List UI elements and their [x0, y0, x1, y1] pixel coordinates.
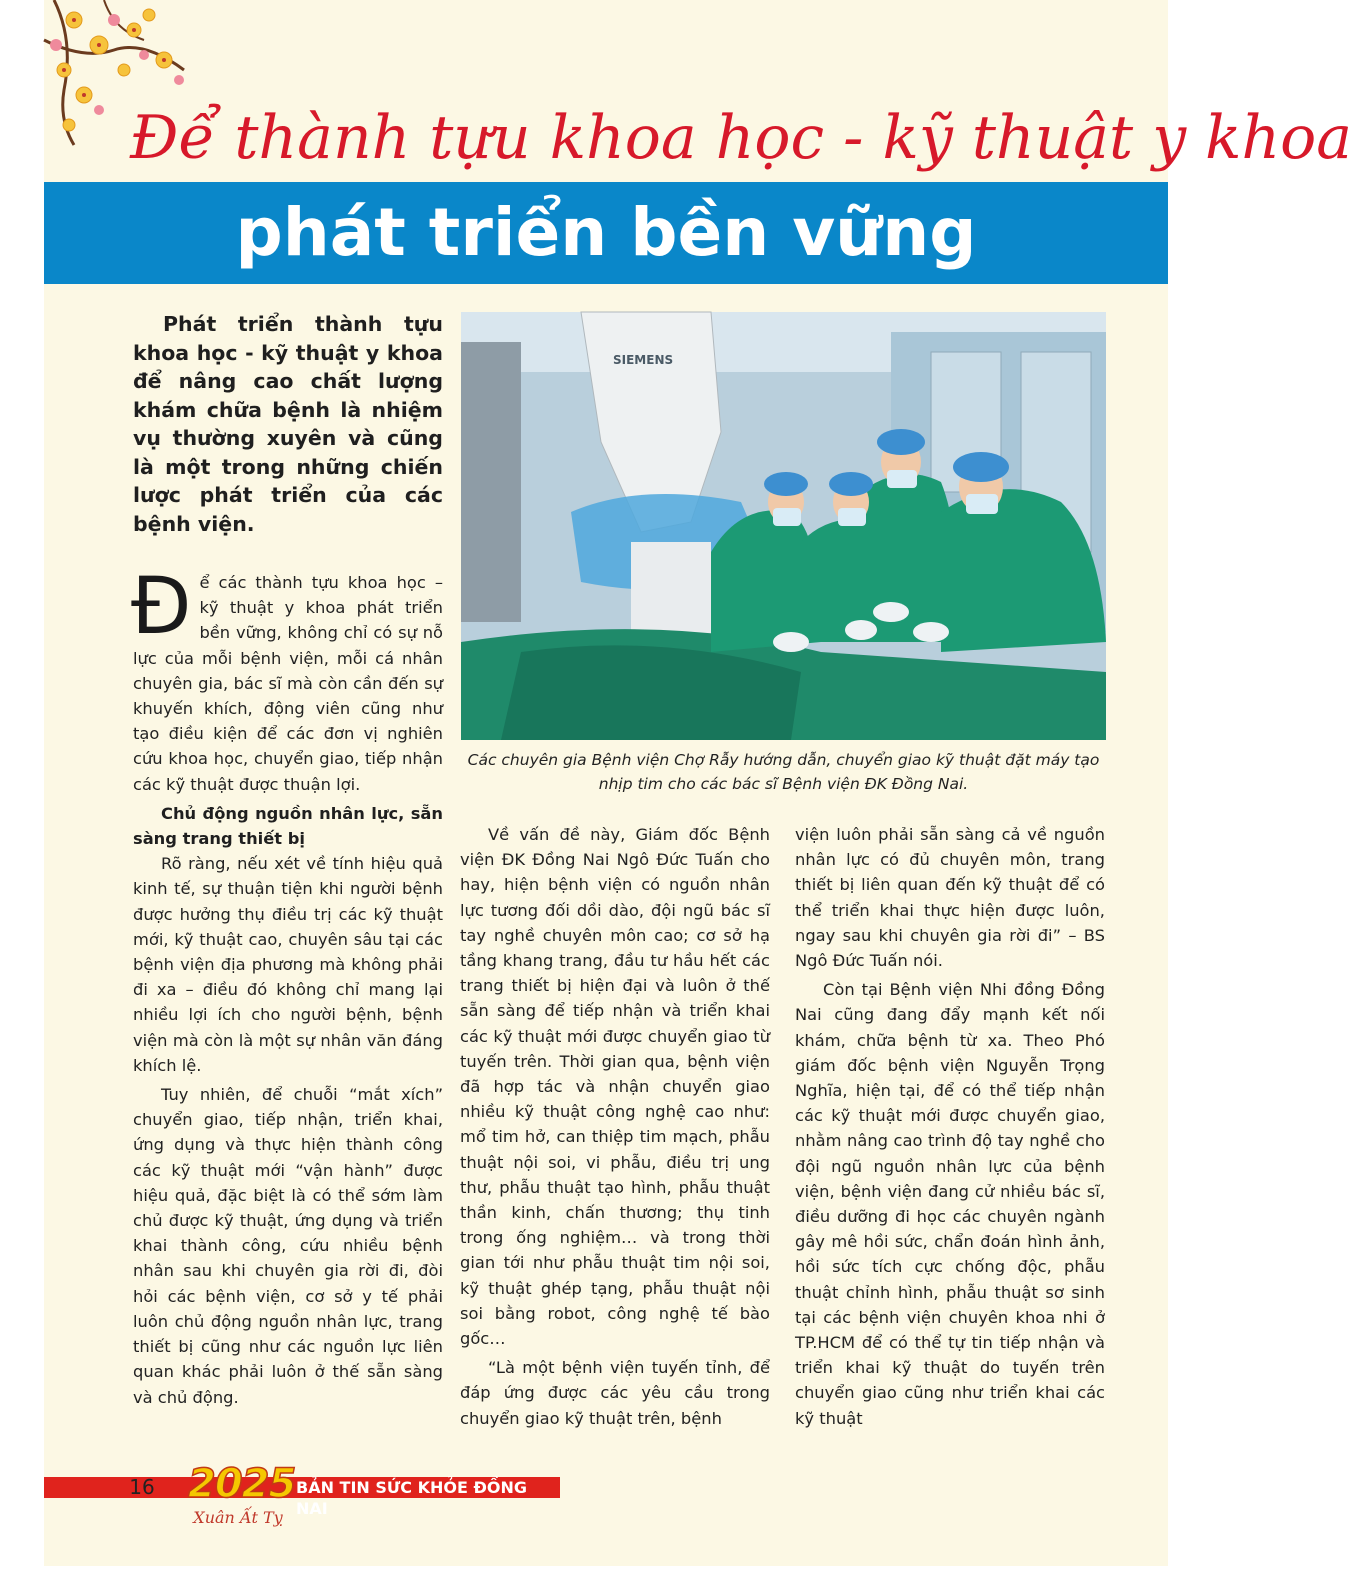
body-paragraph-1	[131, 562, 443, 797]
lead-paragraph: Phát triển thành tựu khoa học - kỹ thuật y khoa để nâng cao chất lượng khám chữa bệnh là nhiệm vụ thường xuyên và cũng là một trong những chiến lược phát triển của các bệnh viện.	[133, 312, 443, 536]
drop-cap: Đ	[131, 562, 192, 652]
bulletin-name: BẢN TIN SỨC KHỎE ĐỒNG NAI	[296, 1478, 527, 1518]
headline-line-1: Để thành tựu khoa học - kỹ thuật y khoa	[130, 103, 1352, 173]
body-paragraph-1-text: ể các thành tựu khoa học – kỹ thuật y khoa phát triển bền vững, không chỉ có sự nỗ lực của mỗi bệnh viện, mỗi cá nhân chuyên gia, bác sĩ mà còn cần đến sự khuyến khích, động viên cũng như tạo điều kiện để các đơn vị nghiên cứu khoa học, chuyển giao, tiếp nhận các kỹ thuật được thuận lợi.	[133, 573, 443, 794]
body-paragraph-6: Còn tại Bệnh viện Nhi đồng Đồng Nai cũng đang đẩy mạnh kết nối khám, chữa bệnh từ xa. Theo Phó giám đốc bệnh viện Nguyễn Trọng Nghĩa, hiện tại, để có thể tiếp nhận các kỹ thuật mới được chuyển giao, nhằm nâng cao trình độ tay nghề cho đội ngũ nguồn nhân lực của bệnh viện, bệnh viện đang cử nhiều bác sĩ, điều dưỡng đi học các chuyên ngành gây mê hồi sức, chẩn đoán hình ảnh, hồi sức tích cực chống độc, phẫu thuật chỉnh hình, phẫu thuật sơ sinh tại các bệnh viện chuyên khoa nhi ở TP.HCM để có thể tự tin tiếp nhận và triển khai kỹ thuật do tuyến trên chuyển giao cũng như triển khai các kỹ thuật	[795, 980, 1105, 1428]
year-logo: 2025	[188, 1461, 296, 1507]
body-paragraph-3: Tuy nhiên, để chuỗi “mắt xích” chuyển giao, tiếp nhận, triển khai, ứng dụng và thực hiện thành công các kỹ thuật mới “vận hành” được hiệu quả, đặc biệt là có thể sớm làm chủ được kỹ thuật, ứng dụng và triển khai thành công, cứu nhiều bệnh nhân sau khi chuyên gia rời đi, đòi hỏi các bệnh viện, cơ sở y tế phải luôn chủ động nguồn nhân lực, trang thiết bị cũng như các nguồn lực liên quan khác phải luôn ở thế sẵn sàng và chủ động.	[133, 1085, 443, 1407]
headline-line-2: phát triển bền vững	[235, 194, 977, 271]
body-paragraph-4: Về vấn đề này, Giám đốc Bệnh viện ĐK Đồng Nai Ngô Đức Tuấn cho hay, hiện bệnh viện có nguồn nhân lực tương đối dồi dào, đội ngũ bác sĩ tay nghề chuyên môn cao; cơ sở hạ tầng khang trang, đầu tư hầu hết các trang thiết bị hiện đại và luôn ở thế sẵn sàng để tiếp nhận và triển khai các kỹ thuật mới được chuyển giao từ tuyến trên. Thời gian qua, bệnh viện đã hợp tác và nhận chuyển giao nhiều kỹ thuật công nghệ cao như: mổ tim hở, can thiệp tim mạch, phẫu thuật nội soi, vi phẫu, điều trị ung thư, phẫu thuật tạo hình, phẫu thuật thần kinh, chấn thương; thụ tinh trong ống nghiệm… và trong thời gian tới như phẫu thuật tim nội soi, kỹ thuật ghép tạng, phẫu thuật nội soi bằng robot, công nghệ tế bào gốc…	[460, 825, 770, 1349]
page-number: 16	[129, 1475, 155, 1499]
section-subheading: Chủ động nguồn nhân lực, sẵn sàng trang thiết bị	[133, 803, 443, 849]
photo-brand-label: SIEMENS	[613, 353, 674, 367]
surgery-photo	[461, 312, 1106, 740]
body-column-1	[131, 562, 443, 1414]
body-column-3	[795, 822, 1105, 1435]
headline-band	[44, 182, 1168, 284]
photo-caption: Các chuyên gia Bệnh viện Chợ Rẫy hướng dẫn, chuyển giao kỹ thuật đặt máy tạo nhịp tim cho các bác sĩ Bệnh viện ĐK Đồng Nai.	[467, 751, 1100, 793]
edition-label: Xuân Ất Tỵ	[193, 1508, 283, 1527]
body-column-2	[460, 822, 770, 1435]
body-paragraph-5: “Là một bệnh viện tuyến tỉnh, để đáp ứng được các yêu cầu trong chuyển giao kỹ thuật trên, bệnh	[460, 1358, 770, 1428]
body-paragraph-5-continued: viện luôn phải sẵn sàng cả về nguồn nhân lực có đủ chuyên môn, trang thiết bị liên quan đến kỹ thuật để có thể triển khai thực hiện được luôn, ngay sau khi chuyên gia rời đi” – BS Ngô Đức Tuấn nói.	[795, 825, 1105, 971]
body-paragraph-2: Rõ ràng, nếu xét về tính hiệu quả kinh tế, sự thuận tiện khi người bệnh được hưởng thụ điều trị các kỹ thuật mới, kỹ thuật cao, chuyên sâu tại các bệnh viện địa phương mà không phải đi xa – điều đó không chỉ mang lại nhiều lợi ích cho người bệnh, bệnh viện mà còn là một sự nhân văn đáng khích lệ.	[133, 854, 443, 1075]
